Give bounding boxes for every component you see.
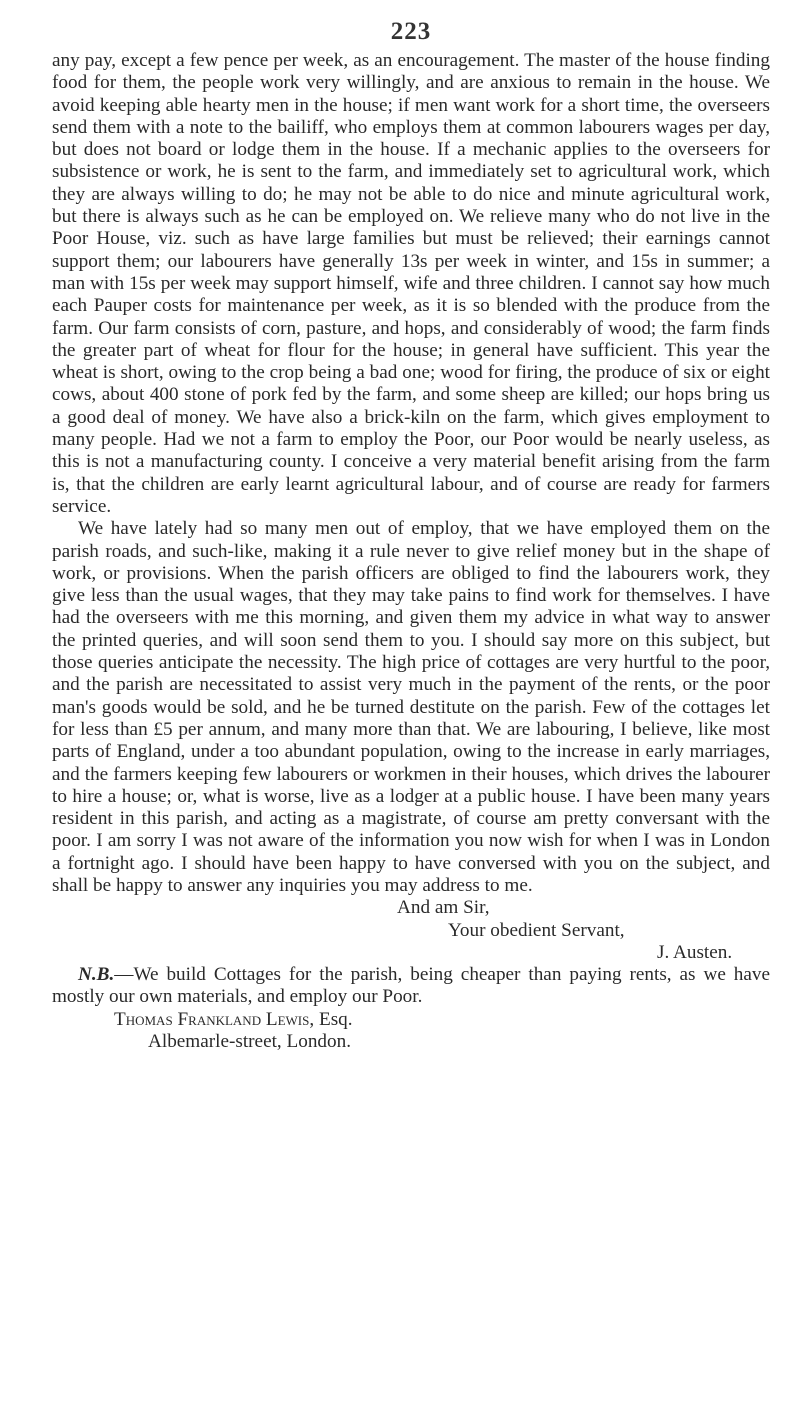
addressee-suffix: , Esq. xyxy=(309,1008,353,1030)
signature: J. Austen. xyxy=(657,941,733,963)
body-paragraph-1: any pay, except a few pence per week, as an encouragement. The master of the house finding food for them, the people work very willingly, and are anxious to remain in the house. We avoid keeping able hearty men in the house; if men want work for a short time, the overseers send them with a note to the bailiff, who employs them at common labourers wages per day, but does not board or lodge them in the house. If a mechanic applies to the overseers for subsistence or work, he is sent to the farm, and immediately set to agricultural work, which they are always willing to do; he may not be able to do nice and minute agricultural work, but there is always such as he can be employed on. We relieve many who do not live in the Poor House, viz. such as have large families but must be relieved; their earnings cannot support them; our labourers have generally 13s per week in winter, and 15s in summer; a man with 15s per week may support himself, wife and three children. I cannot say how much each Pauper costs for maintenance per week, as it is so blended with the produce from the farm. Our farm consists of corn, pasture, and hops, and considerably of wood; the farm finds the greater part of wheat for flour for the house; in general have sufficient. This year the wheat is short, owing to the crop being a bad one; wood for firing, the produce of six or eight cows, about 400 stone of pork fed by the farm, and some sheep are killed; our hops bring us a good deal of money. We have also a brick-kiln on the farm, which gives employment to many people. Had we not a farm to employ the Poor, our Poor would be nearly useless, as this is not a manufacturing county. I conceive a very material benefit arising from the farm is, that the children are early learnt agricultural labour, and of course are ready for farmers service. xyxy=(52,50,770,517)
body-paragraph-2: We have lately had so many men out of employ, that we have employed them on the parish roads, and such-like, making it a rule never to give relief money but in the shape of work, or provisions. When the parish officers are obliged to find the labourers work, they give less than the usual wages, that they may take pains to find work for themselves. I have had the overseers with me this morning, and given them my advice in what way to answer the printed queries, and will soon send them to you. I should say more on this subject, but those queries anticipate the necessity. The high price of cottages are very hurtful to the poor, and the parish are necessitated to assist very much in the payment of the rents, or the poor man's goods would be sold, and he be turned destitute on the parish. Few of the cottages let for less than £5 per annum, and many more than that. We are labouring, I believe, like most parts of England, under a too abundant population, owing to the increase in early marriages, and the farmers keeping few labourers or workmen in their houses, which drives the labourer to hire a house; or, what is worse, live as a lodger at a public house. I have been many years resident in this parish, and acting as a magistrate, of course am pretty conversant with the poor. I am sorry I was not aware of the information you now wish for when I was in London a fortnight ago. I should have been happy to have conversed with you on the subject, and shall be happy to answer any inquiries you may address to me. xyxy=(52,518,770,896)
closing-valediction: Your obedient Servant, xyxy=(448,919,625,941)
addressee xyxy=(52,1009,770,1031)
page-number: 223 xyxy=(390,18,432,45)
nota-bene-label: N.B. xyxy=(78,964,115,986)
closing-salutation: And am Sir, xyxy=(397,897,490,919)
nota-bene-text: —We build Cottages for the parish, being cheaper than paying rents, as we have mostly our own materials, and employ our Poor. xyxy=(52,964,770,1008)
addressee-name: Thomas Frankland Lewis xyxy=(114,1008,310,1030)
document-page xyxy=(52,18,770,1053)
nota-bene xyxy=(52,964,770,1009)
addressee-address: Albemarle-street, London. xyxy=(148,1031,351,1053)
